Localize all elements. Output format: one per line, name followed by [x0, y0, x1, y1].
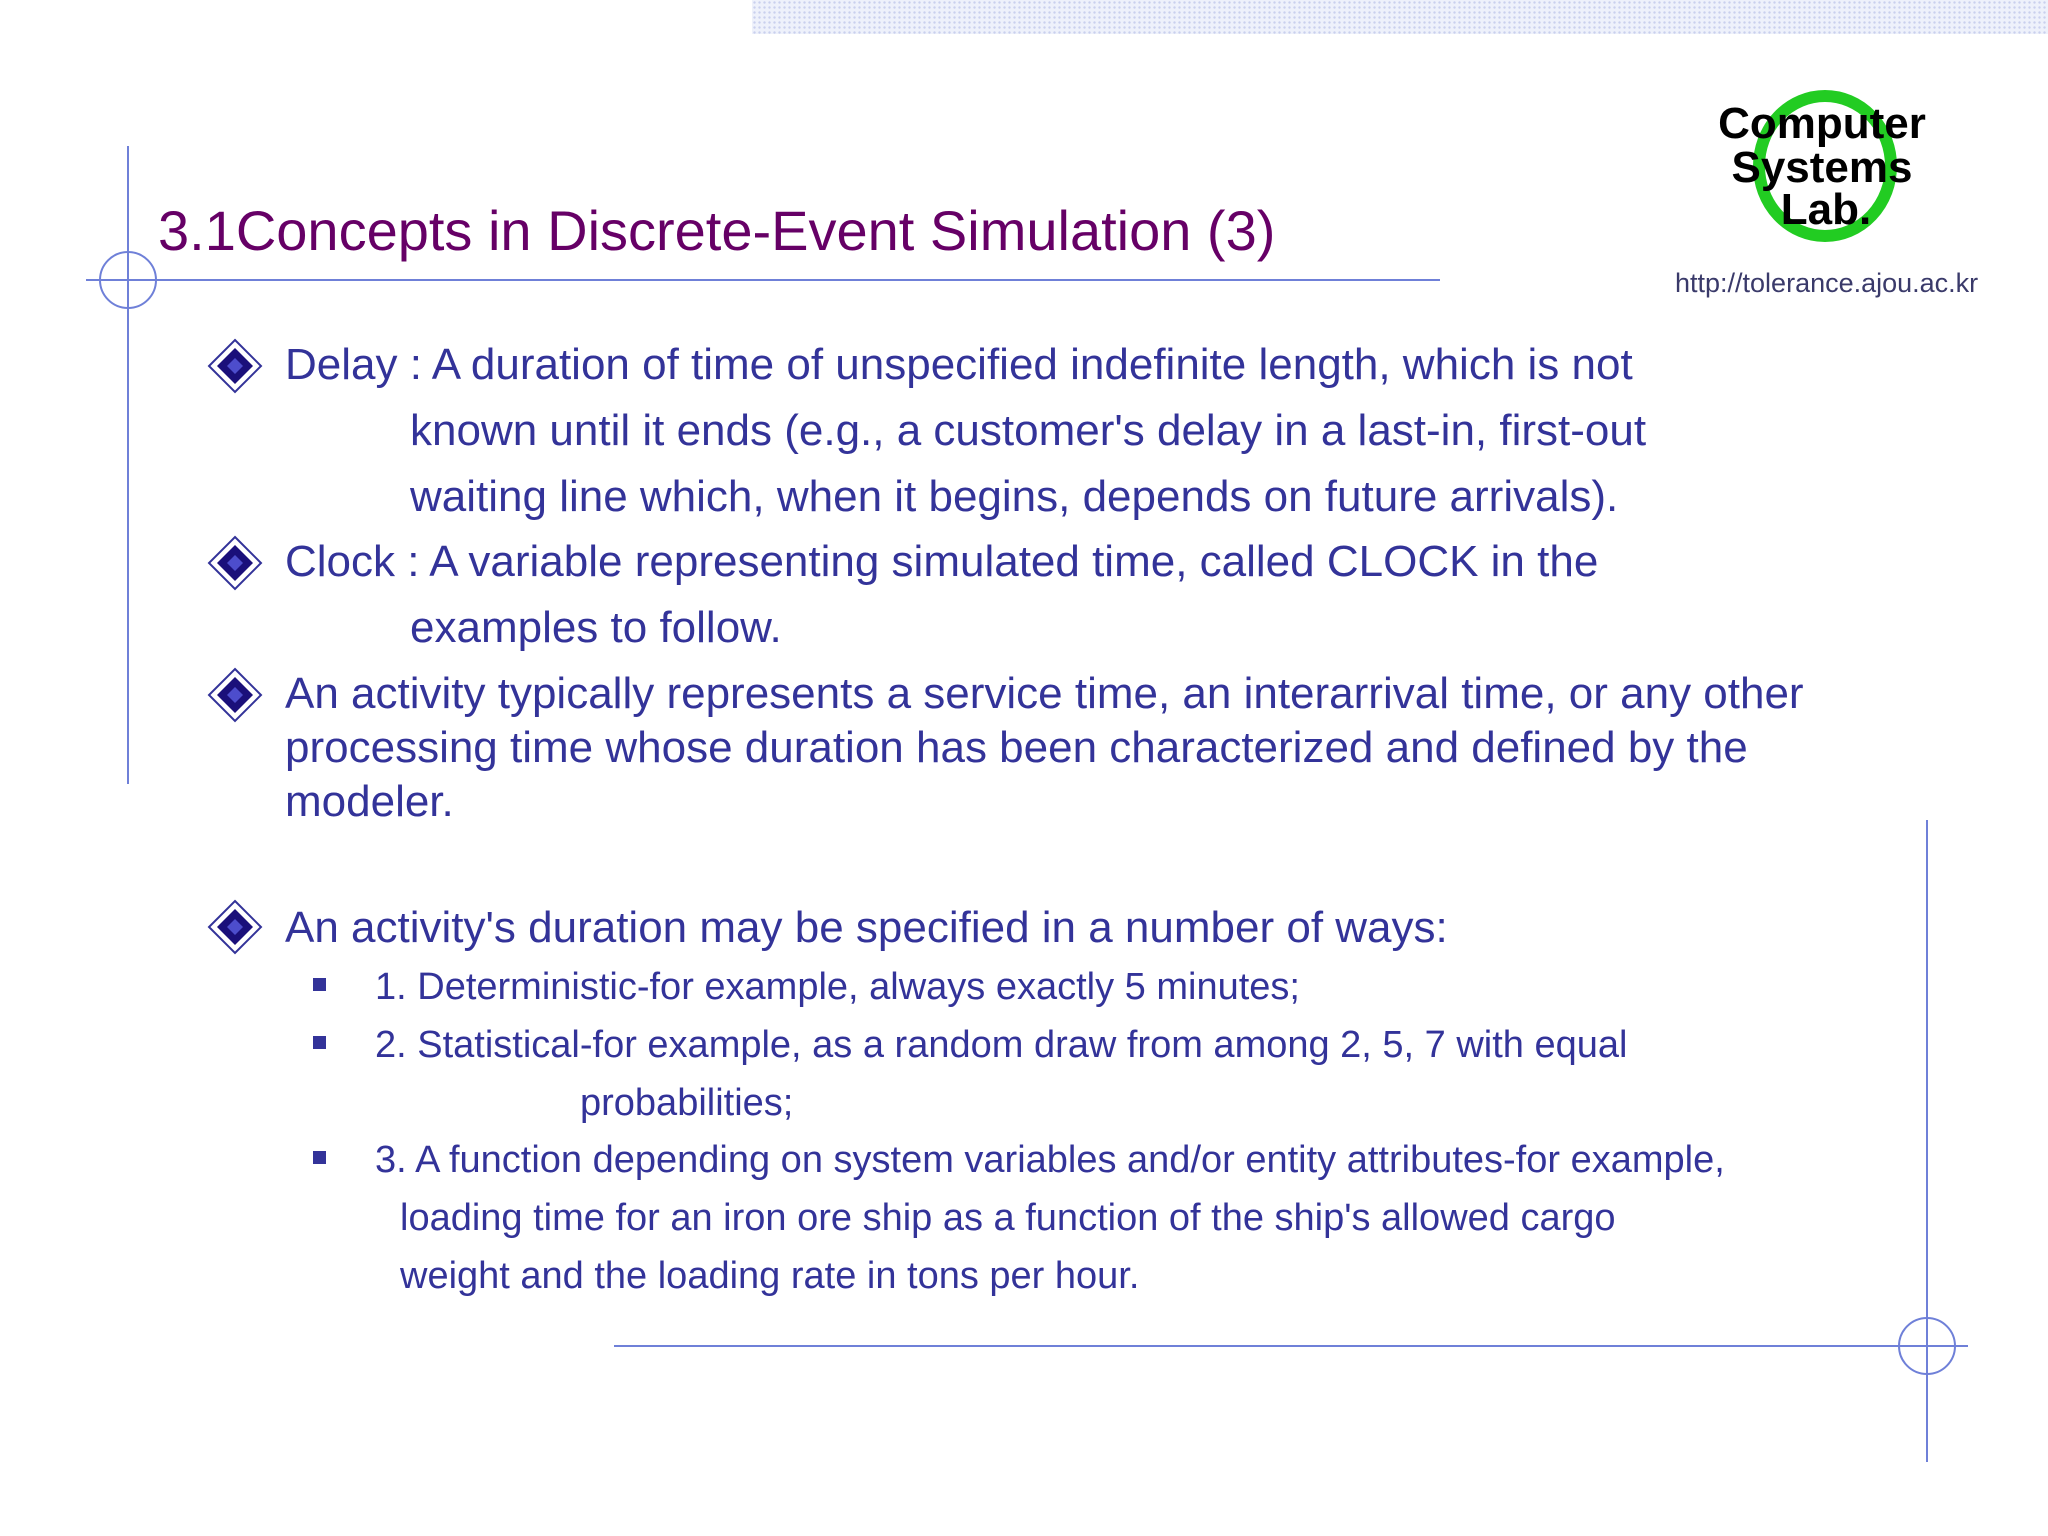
- activity-line-2: processing time whose duration has been characterized and defined by the: [285, 723, 1748, 772]
- logo-text-line3: Lab.: [1780, 185, 1872, 234]
- activity-line-3: modeler.: [285, 777, 454, 826]
- diamond-bullet-icon: [207, 535, 263, 591]
- subitem-2-line-2: probabilities;: [580, 1082, 794, 1124]
- subitem-3-line-3: weight and the loading rate in tons per hour.: [400, 1255, 1140, 1297]
- clock-line-2: examples to follow.: [410, 603, 782, 652]
- delay-line-3: waiting line which, when it begins, depends on future arrivals).: [410, 472, 1619, 521]
- activity-line-1: An activity typically represents a service time, an interarrival time, or any other: [285, 669, 1804, 718]
- delay-line-1: Delay : A duration of time of unspecified indefinite length, which is not: [285, 340, 1633, 389]
- diamond-bullet-icon: [207, 667, 263, 723]
- logo-text-line1: Computer: [1718, 99, 1926, 148]
- square-bullet-icon: [313, 978, 326, 991]
- subitem-3-line-1: 3. A function depending on system variables and/or entity attributes-for example,: [375, 1139, 1725, 1181]
- delay-line-2: known until it ends (e.g., a customer's delay in a last-in, first-out: [410, 406, 1647, 455]
- clock-line-1: Clock : A variable representing simulated time, called CLOCK in the: [285, 537, 1599, 586]
- subitem-3-line-2: loading time for an iron ore ship as a function of the ship's allowed cargo: [400, 1197, 1616, 1239]
- duration-line-1: An activity's duration may be specified in a number of ways:: [285, 903, 1448, 952]
- slide-title: 3.1Concepts in Discrete-Event Simulation (3): [158, 199, 1276, 262]
- square-bullet-icon: [313, 1151, 326, 1164]
- computer-systems-lab-logo: [1700, 86, 1940, 246]
- subitem-2-line-1: 2. Statistical-for example, as a random draw from among 2, 5, 7 with equal: [375, 1024, 1628, 1066]
- subitem-1-line-1: 1. Deterministic-for example, always exactly 5 minutes;: [375, 966, 1300, 1008]
- diamond-bullet-icon: [207, 338, 263, 394]
- lab-url: http://tolerance.ajou.ac.kr: [1675, 268, 1979, 298]
- square-bullet-icon: [313, 1036, 326, 1049]
- logo-text-line2: Systems: [1731, 143, 1913, 192]
- diamond-bullet-icon: [207, 899, 263, 955]
